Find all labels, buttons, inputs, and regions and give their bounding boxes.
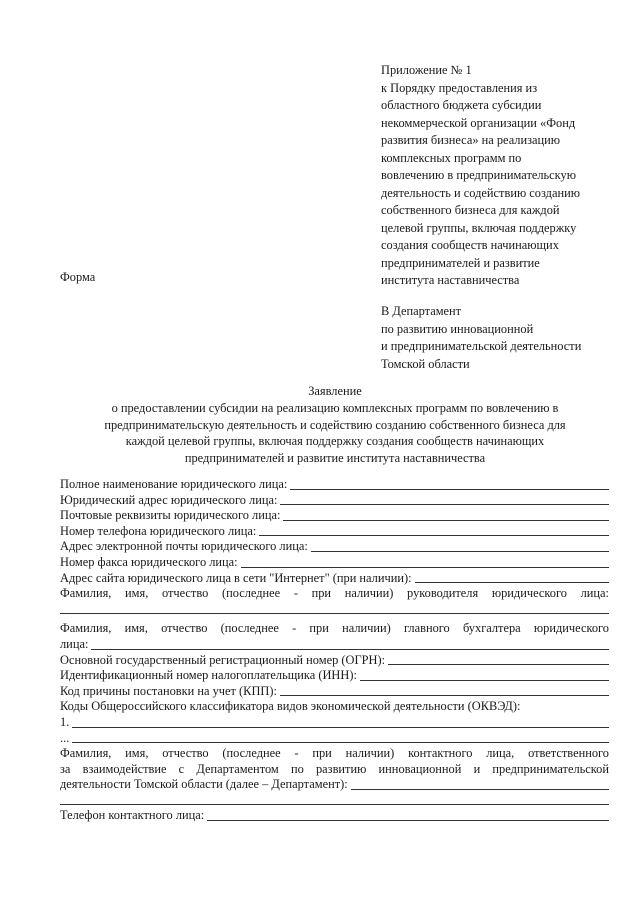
field-email <box>60 539 609 555</box>
field-label: Код причины постановки на учет (КПП): <box>60 683 277 698</box>
field-label: Почтовые реквизиты юридического лица: <box>60 508 281 523</box>
appendix-line: развития бизнеса» на реализацию <box>381 133 561 147</box>
postal-details-blank[interactable] <box>283 519 609 521</box>
head-name-blank[interactable] <box>60 612 609 614</box>
okved-item-1-blank[interactable] <box>72 726 609 728</box>
title-line: каждой целевой группы, включая поддержку создания сообществ начинающих <box>125 434 545 449</box>
appendix-line: создания сообществ начинающих <box>381 238 559 252</box>
appendix-block <box>381 62 621 290</box>
field-okved-label <box>60 699 609 715</box>
field-accountant <box>60 637 609 653</box>
field-label: ... <box>60 730 70 745</box>
field-okved-item-1 <box>60 715 609 731</box>
addressee-line: Томской области <box>381 356 470 371</box>
form-label: Форма <box>60 270 96 284</box>
appendix-line: предпринимателей и развитие <box>381 255 540 270</box>
contact-phone-blank[interactable] <box>207 819 609 821</box>
field-accountant-label: Фамилия, имя, отчество (последнее - при наличии) главного бухгалтера юридического <box>60 621 609 636</box>
application-title <box>60 383 610 467</box>
field-fax <box>60 555 609 571</box>
appendix-line: Приложение № 1 <box>381 63 472 77</box>
field-contact-label-2: за взаимодействие с Департаментом по развитию инновационной и предпринимательской <box>60 761 609 776</box>
field-phone <box>60 524 609 540</box>
field-contact-cont <box>60 793 609 809</box>
field-legal-address <box>60 493 609 509</box>
title-heading: Заявление <box>308 384 362 398</box>
appendix-line: областного бюджета субсидии <box>381 98 542 112</box>
field-label: Телефон контактного лица: <box>60 808 205 823</box>
inn-blank[interactable] <box>360 679 609 681</box>
email-blank[interactable] <box>311 550 609 552</box>
appendix-line: вовлечению в предпринимательскую <box>381 168 576 182</box>
field-kpp <box>60 684 609 700</box>
field-label: Коды Общероссийского классификатора видов экономической деятельности (ОКВЭД): <box>60 699 521 714</box>
ogrn-blank[interactable] <box>388 663 609 665</box>
field-label: Адрес сайта юридического лица в сети "Интернет" (при наличии): <box>60 570 412 585</box>
title-line: предпринимательскую деятельность и содействию созданию собственного бизнеса для <box>104 417 566 432</box>
addressee-block <box>381 303 626 373</box>
field-label: Номер телефона юридического лица: <box>60 523 257 538</box>
field-label: Адрес электронной почты юридического лица: <box>60 539 308 554</box>
appendix-line: института наставничества <box>381 273 520 287</box>
title-line: о предоставлении субсидии на реализацию комплексных программ по вовлечению в <box>111 400 559 415</box>
field-head-name-label: Фамилия, имя, отчество (последнее - при наличии) руководителя юридического лица: <box>60 586 609 601</box>
fax-blank[interactable] <box>241 566 609 568</box>
field-inn <box>60 668 609 684</box>
contact-blank[interactable] <box>351 788 609 790</box>
field-label: лица: <box>60 636 89 651</box>
field-label: Юридический адрес юридического лица: <box>60 492 278 507</box>
field-ogrn <box>60 653 609 669</box>
field-contact-phone <box>60 808 609 824</box>
field-okved-more <box>60 731 609 747</box>
appendix-line: деятельность и содействию созданию <box>381 185 580 200</box>
field-contact-label-1: Фамилия, имя, отчество (последнее - при наличии) контактного лица, ответственного <box>60 746 609 761</box>
appendix-line: комплексных программ по <box>381 150 522 165</box>
field-label: 1. <box>60 714 70 729</box>
field-label: Основной государственный регистрационный номер (ОГРН): <box>60 652 386 667</box>
legal-address-blank[interactable] <box>280 503 609 505</box>
contact-blank-2[interactable] <box>60 803 609 805</box>
field-website <box>60 571 609 587</box>
field-label: деятельности Томской области (далее – Департамент): <box>60 777 348 792</box>
application-form <box>60 477 609 824</box>
appendix-line: к Порядку предоставления из <box>381 80 538 95</box>
field-label: Номер факса юридического лица: <box>60 554 238 569</box>
addressee-line: по развитию инновационной <box>381 321 534 336</box>
appendix-line: собственного бизнеса для каждой <box>381 203 560 217</box>
title-line: предпринимателей и развитие института наставничества <box>184 451 486 466</box>
appendix-line: целевой группы, включая поддержку <box>381 220 577 235</box>
field-label: Идентификационный номер налогоплательщика (ИНН): <box>60 668 357 683</box>
field-full-name <box>60 477 609 493</box>
addressee-line: В Департамент <box>381 304 462 318</box>
okved-more-blank[interactable] <box>72 741 609 743</box>
kpp-blank[interactable] <box>280 694 609 696</box>
field-postal-details <box>60 508 609 524</box>
full-name-blank[interactable] <box>290 488 609 490</box>
field-contact <box>60 777 609 793</box>
addressee-line: и предпринимательской деятельности <box>381 339 582 353</box>
field-label: Полное наименование юридического лица: <box>60 477 288 491</box>
appendix-line: некоммерческой организации «Фонд <box>381 115 576 130</box>
website-blank[interactable] <box>415 581 609 583</box>
phone-blank[interactable] <box>259 534 609 536</box>
accountant-blank[interactable] <box>91 648 609 650</box>
field-head-name <box>60 602 609 618</box>
